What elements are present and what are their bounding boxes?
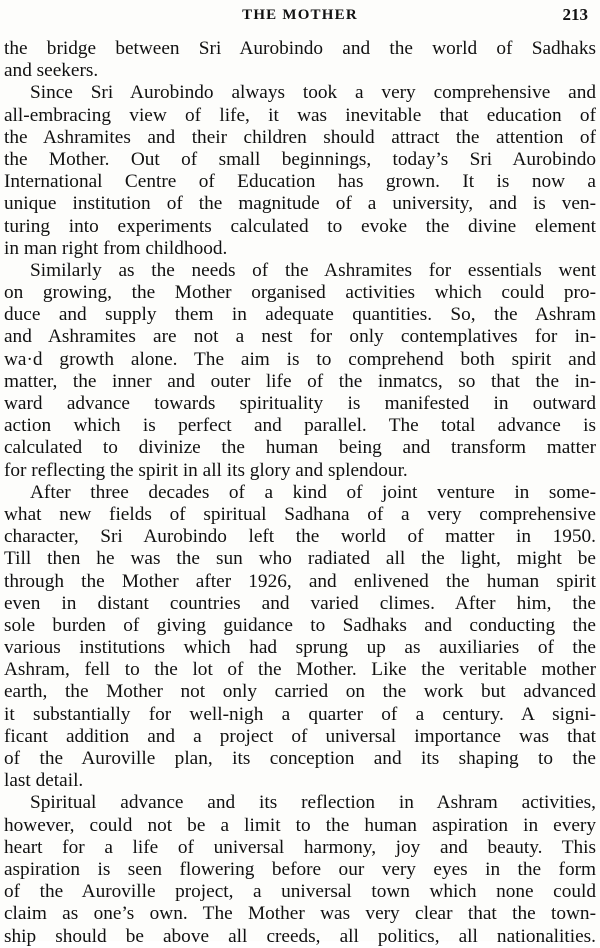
text-line: After three decades of a kind of joint venture in some- [30, 481, 596, 503]
text-line: of the Auroville plan, its conception and its shaping to the [4, 748, 596, 769]
text-line: the Mother. Out of small beginnings, today’s Sri Aurobindo [4, 148, 596, 170]
text-line: claim as one’s own. The Mother was very clear that the town- [4, 903, 596, 925]
running-title: THE MOTHER [242, 7, 358, 23]
text-line: ward advance towards spirituality is manifested in outward [4, 393, 596, 414]
text-line: on growing, the Mother organised activities which could pro- [4, 282, 596, 304]
text-line: through the Mother after 1926, and enlivened the human spirit [4, 570, 596, 592]
text-line: ship should be above all creeds, all politics, all nationalities. [4, 925, 596, 947]
page-number: 213 [562, 5, 588, 24]
text-line: last detail. [4, 770, 84, 792]
text-line: even in distant countries and varied climes. After him, the [4, 592, 596, 614]
text-line: character, Sri Aurobindo left the world of matter in 1950. [4, 526, 596, 548]
text-line: Till then he was the sun who radiated all the light, might be [4, 548, 596, 570]
text-line: action which is perfect and parallel. The total advance is [4, 415, 596, 437]
text-line: Similarly as the needs of the Ashramites for essentials went [30, 259, 596, 281]
text-line: and seekers. [4, 60, 99, 82]
running-header [0, 4, 600, 28]
text-line: of the Auroville project, a universal town which none could [4, 881, 596, 903]
text-line: sole burden of giving guidance to Sadhaks and conducting the [4, 614, 596, 636]
text-line: International Centre of Education has grown. It is now a [4, 171, 596, 193]
text-line: turing into experiments calculated to evoke the divine element [4, 215, 596, 237]
text-line: in man right from childhood. [4, 237, 228, 259]
text-line: Ashram, fell to the lot of the Mother. Like the veritable mother [4, 659, 596, 681]
text-line: what new fields of spiritual Sadhana of a very comprehensive [4, 503, 596, 525]
text-line: the bridge between Sri Aurobindo and the world of Sadhaks [4, 38, 596, 59]
text-line: all-embracing view of life, it was inevitable that education of [4, 104, 596, 126]
text-line: it substantially for well-nigh a quarter of a century. A signi- [4, 703, 596, 725]
text-line: wa·d growth alone. The aim is to comprehend both spirit and [4, 348, 596, 370]
text-line: matter, the inner and outer life of the inmatcs, so that the in- [4, 370, 596, 392]
text-line: heart for a life of universal harmony, joy and beauty. This [4, 836, 596, 858]
text-line: and Ashramites are not a nest for only contemplatives for in- [4, 326, 596, 348]
body-text [4, 38, 596, 948]
text-line: aspiration is seen flowering before our very eyes in the form [4, 858, 596, 880]
text-line: for reflecting the spirit in all its glory and splendour. [4, 459, 408, 481]
text-line: Since Sri Aurobindo always took a very comprehensive and [30, 82, 596, 104]
text-line: unique institution of the magnitude of a university, and is ven- [4, 193, 596, 215]
text-line: calculated to divinize the human being and transform matter [4, 437, 596, 459]
text-line: the Ashramites and their children should attract the attention of [4, 126, 596, 148]
text-line: however, could not be a limit to the human aspiration in every [4, 814, 596, 836]
text-line: various institutions which had sprung up as auxiliaries of the [4, 637, 596, 659]
text-line: Spiritual advance and its reflection in Ashram activities, [30, 792, 596, 814]
text-line: earth, the Mother not only carried on the work but advanced [4, 681, 596, 703]
text-line: duce and supply them in adequate quantities. So, the Ashram [4, 304, 596, 326]
text-line: ficant addition and a project of universal importance was that [4, 725, 596, 747]
